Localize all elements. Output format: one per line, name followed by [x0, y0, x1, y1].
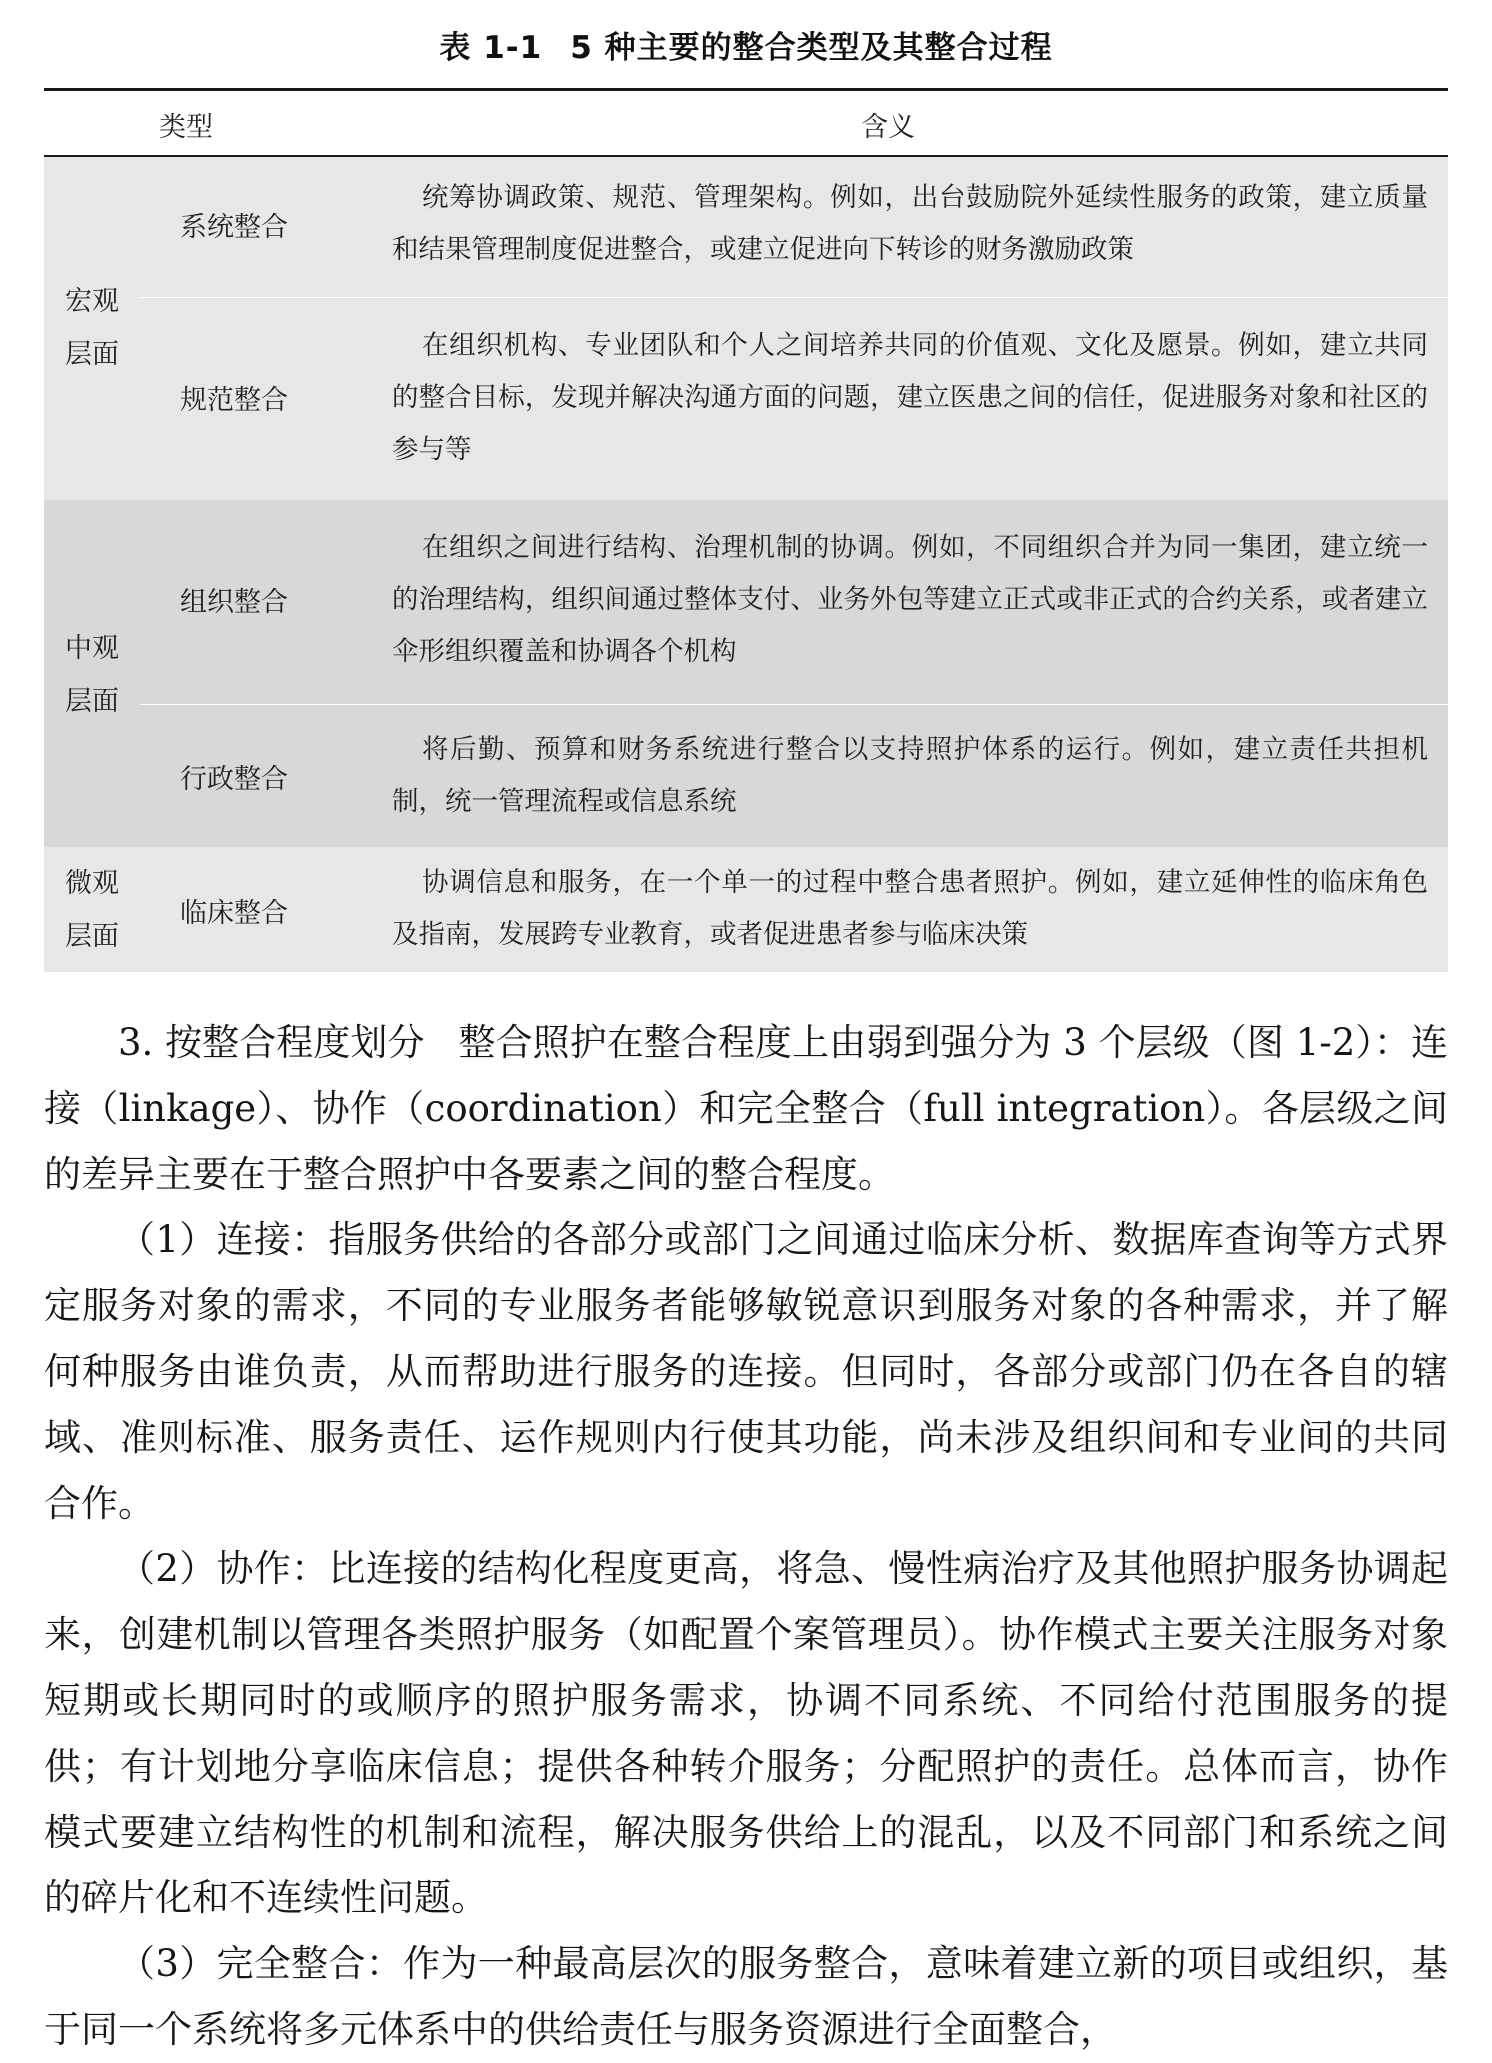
table-caption-title: 5 种主要的整合类型及其整合过程	[570, 30, 1053, 66]
integration-types-table	[44, 88, 1448, 972]
group-label-line: 层面	[65, 338, 119, 370]
section-paragraph	[44, 1010, 1448, 1207]
body-text	[44, 1010, 1448, 2063]
group-label-line: 微观	[65, 867, 119, 899]
group-micro	[44, 847, 1448, 972]
header-meaning: 含义	[861, 112, 915, 143]
section-heading: 3. 按整合程度划分	[118, 1021, 425, 1064]
group-label-micro	[44, 857, 140, 963]
paragraph-coordination: （2）协作：比连接的结构化程度更高，将急、慢性病治疗及其他照护服务协调起来，创建机制以管理各类照护服务（如配置个案管理员）。协作模式主要关注服务对象短期或长期同时的或顺序的照护服务需求，协调不同系统、不同给付范围服务的提供；有计划地分享临床信息；提供各种转介服务；分配照护的责任。总体而言，协作模式要建立结构性的机制和流程，解决服务供给上的混乱，以及不同部门和系统之间的碎片化和不连续性问题。	[44, 1547, 1448, 1920]
section-intro: 整合照护在整合程度上由弱到强分为 3 个层级（图 1-2）：连接（linkage）、协作（coordination）和完全整合（full integration）。各层级之间的差异主要在于整合照护中各要素之间的整合程度。	[44, 1021, 1448, 1196]
group-label-line: 宏观	[65, 285, 119, 317]
group-label-line: 层面	[65, 685, 119, 717]
table-row	[140, 157, 1448, 297]
row-type: 系统整合	[180, 211, 288, 243]
table-row	[140, 500, 1448, 704]
group-label-meso	[44, 622, 140, 728]
row-meaning: 统筹协调政策、规范、管理架构。例如，出台鼓励院外延续性服务的政策，建立质量和结果管理制度促进整合，或建立促进向下转诊的财务激励政策	[392, 181, 1428, 265]
table-row	[140, 297, 1448, 499]
header-type: 类型	[159, 112, 213, 143]
group-label-line: 中观	[65, 632, 119, 664]
paragraph-full-integration: （3）完全整合：作为一种最高层次的服务整合，意味着建立新的项目或组织，基于同一个系统将多元体系中的供给责任与服务资源进行全面整合，	[44, 1942, 1448, 2051]
group-macro	[44, 157, 1448, 500]
paragraph-linkage: （1）连接：指服务供给的各部分或部门之间通过临床分析、数据库查询等方式界定服务对象的需求，不同的专业服务者能够敏锐意识到服务对象的各种需求，并了解何种服务由谁负责，从而帮助进行服务的连接。但同时，各部分或部门仍在各自的辖域、准则标准、服务责任、运作规则内行使其功能，尚未涉及组织间和专业间的共同合作。	[44, 1218, 1448, 1525]
row-meaning: 在组织之间进行结构、治理机制的协调。例如，不同组织合并为同一集团，建立统一的治理结构，组织间通过整体支付、业务外包等建立正式或非正式的合约关系，或者建立伞形组织覆盖和协调各个机构	[392, 531, 1428, 667]
table-row	[140, 847, 1448, 972]
row-type: 行政整合	[180, 763, 288, 795]
row-type: 组织整合	[180, 586, 288, 618]
table-caption-number: 表 1-1	[439, 30, 543, 66]
group-meso	[44, 500, 1448, 847]
group-label-macro	[44, 275, 140, 381]
row-meaning: 协调信息和服务，在一个单一的过程中整合患者照护。例如，建立延伸性的临床角色及指南，发展跨专业教育，或者促进患者参与临床决策	[392, 866, 1428, 950]
table-row	[140, 704, 1448, 846]
table-header	[44, 91, 1448, 155]
group-label-line: 层面	[65, 920, 119, 952]
row-type: 临床整合	[180, 897, 288, 929]
row-meaning: 将后勤、预算和财务系统进行整合以支持照护体系的运行。例如，建立责任共担机制，统一管理流程或信息系统	[392, 733, 1428, 817]
row-meaning: 在组织机构、专业团队和个人之间培养共同的价值观、文化及愿景。例如，建立共同的整合目标，发现并解决沟通方面的问题，建立医患之间的信任，促进服务对象和社区的参与等	[392, 329, 1428, 465]
row-type: 规范整合	[180, 384, 288, 416]
table-caption	[0, 22, 1492, 67]
